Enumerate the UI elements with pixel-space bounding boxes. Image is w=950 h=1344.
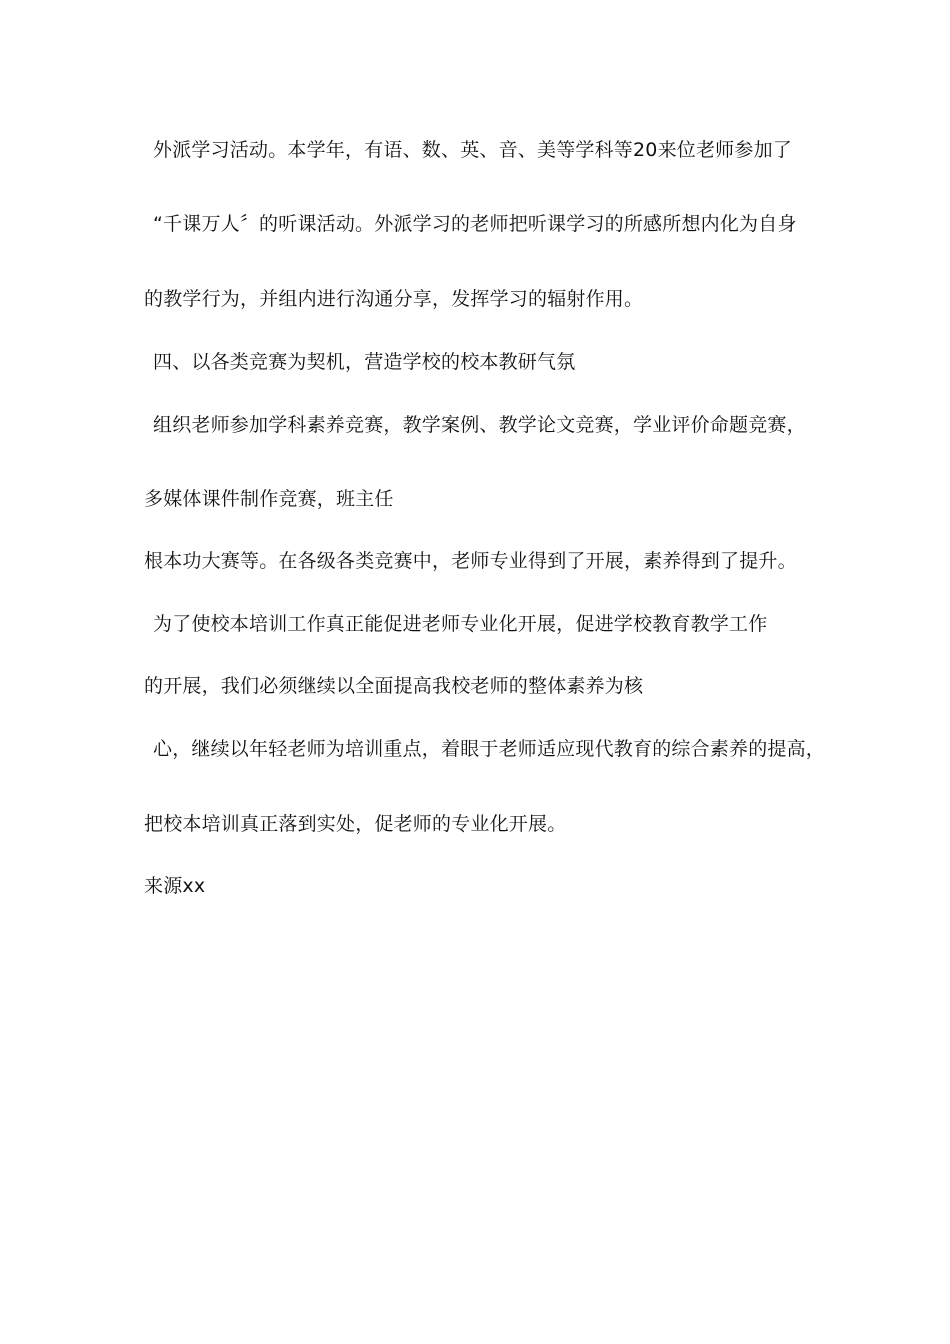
paragraph-line-5: 多媒体课件制作竞赛，班主任 xyxy=(144,488,394,510)
paragraph-line-4: 组织老师参加学科素养竞赛，教学案例、教学论文竞赛，学业评价命题竞赛， xyxy=(153,414,806,436)
paragraph-line-1: 外派学习活动。本学年，有语、数、英、音、美等学科等20来位老师参加了 xyxy=(153,139,792,161)
paragraph-line-6: 根本功大赛等。在各级各类竞赛中，老师专业得到了开展，素养得到了提升。 xyxy=(144,550,797,572)
paragraph-line-10: 把校本培训真正落到实处，促老师的专业化开展。 xyxy=(144,813,567,835)
paragraph-line-2: “千课万人〞的听课活动。外派学习的老师把听课学习的所感所想内化为自身 xyxy=(153,213,797,235)
section-heading: 四、以各类竞赛为契机，营造学校的校本教研气氛 xyxy=(153,351,576,373)
source-line: 来源xx xyxy=(144,875,206,897)
paragraph-line-9: 心，继续以年轻老师为培训重点，着眼于老师适应现代教育的综合素养的提高， xyxy=(153,738,826,760)
paragraph-line-3: 的教学行为，并组内进行沟通分享，发挥学习的辐射作用。 xyxy=(144,288,644,310)
paragraph-line-8: 的开展，我们必须继续以全面提高我校老师的整体素养为核 xyxy=(144,675,644,697)
paragraph-line-7: 为了使校本培训工作真正能促进老师专业化开展，促进学校教育教学工作 xyxy=(153,613,768,635)
